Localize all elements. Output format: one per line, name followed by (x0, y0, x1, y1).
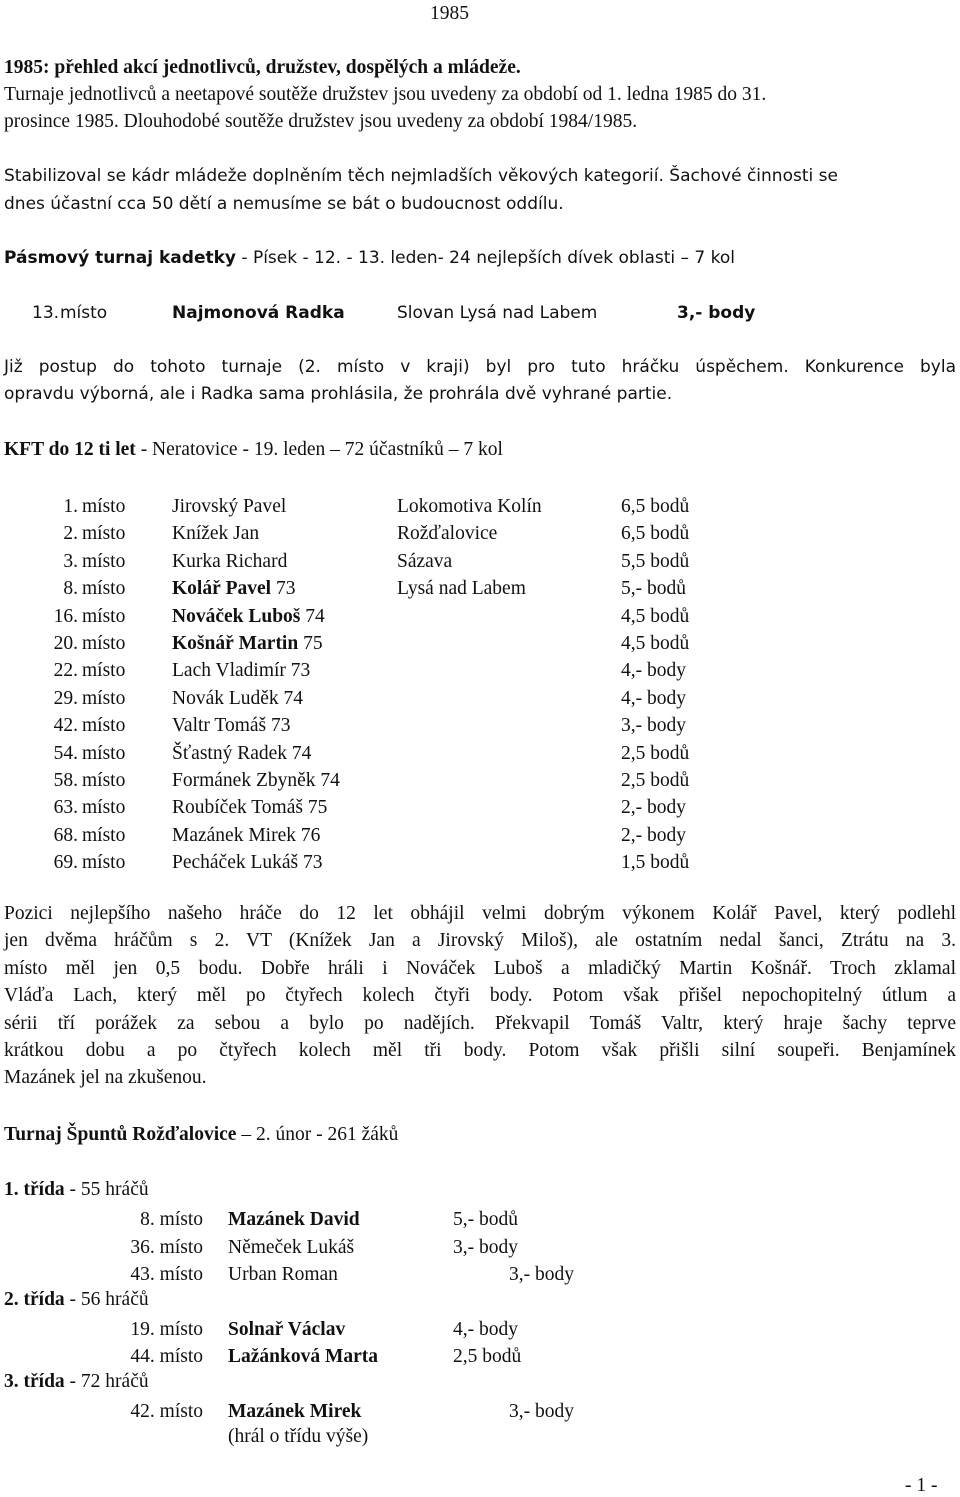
player-name-cell (172, 657, 310, 684)
player-name-cell (172, 548, 287, 575)
table-row (0, 767, 960, 794)
player-points: 4,- body (453, 1319, 518, 1340)
section-title-kadetky: Pásmový turnaj kadetky - Písek - 12. - 13. leden- 24 nejlepších dívek oblasti – 7 kol (4, 248, 736, 268)
place-number: 3. (63, 550, 78, 572)
class-player-count: - 72 hráčů (64, 1370, 149, 1392)
table-row (0, 630, 960, 657)
kft-comment-line: krátkou dobu a po čtyřech kolech měl tři body. Potom však přišli silní soupeři. Benjamínek (4, 1040, 956, 1061)
player-name: Solnař Václav (228, 1319, 346, 1340)
place-number: 29. (53, 687, 78, 709)
list-item (0, 1316, 960, 1343)
place-number: 16. (53, 605, 78, 627)
player-points: 3,- body (509, 1264, 574, 1286)
player-points: 6,5 bodů (621, 496, 690, 517)
table-row (0, 548, 960, 575)
place-number: 69. (53, 852, 78, 874)
kft-comment-line: jen dvěma hráčům s 2. VT (Knížek Jan a Jirovský Miloš), ale ostatním nedal šanci, Ztrátu na 3. (4, 930, 956, 952)
player-name-cell (172, 520, 259, 547)
intro-line: Turnaje jednotlivců a neetapové soutěže družstev jsou uvedeny za období od 1. ledna 1985 do 31. (4, 84, 767, 105)
player-name: Mazánek David (228, 1209, 360, 1231)
intro-paragraph-line: Stabilizoval se kádr mládeže doplněním těch nejmladších věkových kategorií. Šachové činnosti se (4, 166, 838, 186)
list-item (0, 1261, 960, 1288)
player-birth-year: 75 (298, 633, 323, 654)
player-points: 4,5 bodů (621, 633, 690, 654)
player-name: Valtr Tomáš 73 (172, 715, 291, 737)
list-item (0, 1343, 960, 1370)
player-name: Roubíček Tomáš 75 (172, 797, 328, 819)
page-year: 1985 (430, 3, 469, 24)
place-word: místo (82, 660, 126, 682)
player-name: Košnář Martin (172, 633, 299, 654)
place: 19. místo (130, 1319, 203, 1340)
list-item (0, 1234, 960, 1261)
player-name: Němeček Lukáš (228, 1236, 355, 1258)
player-name: Kolář Pavel (172, 578, 272, 600)
place-number: 42. (53, 715, 78, 737)
place: 44. místo (130, 1346, 203, 1368)
player-name: Urban Roman (228, 1264, 338, 1286)
place: 36. místo (130, 1236, 203, 1258)
kft-comment-line: Vláďa Lach, který měl po čtyřech kolech čtyři body. Potom však přišel nepochopitelný útlum a (4, 985, 956, 1007)
table-row (0, 603, 960, 630)
player-name-cell (172, 630, 323, 657)
player-birth-year: 73 (271, 578, 296, 600)
place-word: místo (82, 523, 126, 545)
place-word: místo (82, 824, 126, 846)
player-name: Lach Vladimír 73 (172, 660, 311, 682)
player-points: 6,5 bodů (621, 523, 690, 545)
place-number: 1. (63, 496, 78, 517)
player-club: Slovan Lysá nad Labem (397, 303, 598, 323)
class-label: 2. třída (4, 1288, 65, 1310)
place-number: 20. (53, 633, 78, 654)
player-name: Mazánek Mirek (228, 1401, 362, 1423)
class-heading (4, 1371, 149, 1393)
player-name: Mazánek Mirek 76 (172, 824, 321, 846)
note: (hrál o třídu výše) (228, 1425, 369, 1447)
player-name: Nováček Luboš (172, 605, 301, 627)
table-row (0, 657, 960, 684)
player-points: 2,5 bodů (621, 742, 690, 764)
class-player-count: - 55 hráčů (64, 1179, 149, 1200)
class-label: 3. třída (4, 1370, 65, 1392)
player-club: Lysá nad Labem (397, 578, 526, 600)
player-points: 4,5 bodů (621, 605, 690, 627)
player-club: Sázava (397, 550, 453, 572)
place-word: místo (82, 550, 126, 572)
player-points: 3,- body (677, 303, 756, 323)
player-birth-year: 74 (300, 605, 325, 627)
place-number: 58. (53, 770, 78, 791)
place-number: 13. (32, 303, 60, 323)
table-row (0, 822, 960, 849)
player-name-cell (172, 712, 291, 739)
table-row (0, 493, 960, 520)
player-points: 3,- body (621, 715, 686, 737)
class-heading (4, 1179, 149, 1201)
kadetky-comment-line: Již postup do tohoto turnaje (2. místo v kraji) byl pro tuto hráčku úspěchem. Konkurence byla (4, 357, 956, 377)
place-number: 63. (53, 797, 78, 819)
player-name: Šťastný Radek 74 (172, 742, 312, 764)
class-label: 1. třída (4, 1179, 65, 1200)
player-points: 4,- body (621, 687, 686, 709)
place-word: místo (82, 770, 126, 791)
list-item (0, 1398, 960, 1425)
player-points: 5,- bodů (621, 578, 686, 600)
place-word: místo (82, 687, 126, 709)
kft-comment-line: Mazánek jel na zkušenou. (4, 1067, 207, 1089)
table-row (0, 520, 960, 547)
class-heading (4, 1289, 149, 1311)
kft-comment-line: sérii tří porážek za sebou a bylo po nadějích. Překvapil Tomáš Valtr, který hraje šachy teprve (4, 1012, 956, 1034)
kadetky-result-row (0, 300, 960, 327)
place-word: místo (82, 578, 126, 600)
player-name: Najmonová Radka (172, 303, 345, 323)
kft-comment-line: Pozici nejlepšího našeho hráče do 12 let obhájil velmi dobrým výkonem Kolář Pavel, který podlehl (4, 903, 956, 924)
place-number: 2. (63, 523, 78, 545)
player-club: Rožďalovice (397, 523, 498, 545)
table-row (0, 849, 960, 876)
kadetky-comment-line: opravdu výborná, ale i Radka sama prohlásila, že prohrála dvě vyhrané partie. (4, 384, 673, 404)
player-name: Knížek Jan (172, 523, 260, 545)
player-name: Novák Luděk 74 (172, 687, 304, 709)
place: 42. místo (130, 1401, 203, 1423)
section-title-spunti: Turnaj Špuntů Rožďalovice – 2. únor - 261 žáků (4, 1124, 399, 1145)
player-name: Pecháček Lukáš 73 (172, 852, 323, 874)
player-points: 2,- body (621, 797, 686, 819)
player-points: 3,- body (509, 1401, 574, 1423)
player-points: 2,5 bodů (621, 770, 690, 791)
place: 8. místo (140, 1209, 203, 1231)
place-number: 68. (53, 824, 78, 846)
place-word: místo (82, 715, 126, 737)
place-word: místo (82, 633, 126, 654)
player-points: 2,5 bodů (453, 1346, 522, 1368)
player-name-cell (172, 822, 320, 849)
player-name-cell (172, 603, 325, 630)
place-number: 22. (53, 660, 78, 682)
player-name: Kurka Richard (172, 550, 288, 572)
place-number: 8. (63, 578, 78, 600)
place-word: místo (82, 496, 126, 517)
table-row (0, 575, 960, 602)
player-name: Formánek Zbyněk 74 (172, 770, 340, 791)
page-number: - 1 - (905, 1475, 938, 1496)
player-name-cell (172, 740, 311, 767)
player-name-cell (172, 767, 340, 794)
place-word: místo (82, 605, 126, 627)
place-word: místo (60, 303, 108, 323)
document-heading: 1985: přehled akcí jednotlivců, družstev, dospělých a mládeže. (4, 57, 521, 78)
player-points: 3,- body (453, 1236, 518, 1258)
place-word: místo (82, 852, 126, 874)
player-name-cell (172, 685, 303, 712)
place: 43. místo (130, 1264, 203, 1286)
player-name: Lažánková Marta (228, 1346, 379, 1368)
intro-line: prosince 1985. Dlouhodobé soutěže družstev jsou uvedeny za období 1984/1985. (4, 111, 638, 132)
kft-comment-line: místo měl jen 0,5 bodu. Dobře hráli i Nováček Luboš a mladičký Martin Košnář. Troch zklamal (4, 957, 956, 979)
class-player-count: - 56 hráčů (64, 1288, 149, 1310)
player-name: Jirovský Pavel (172, 496, 287, 517)
player-name-cell (172, 794, 327, 821)
list-item (0, 1206, 960, 1233)
player-name-cell (172, 575, 295, 602)
place-number: 54. (53, 742, 78, 764)
place-word: místo (82, 742, 126, 764)
player-name-cell (172, 493, 286, 520)
player-points: 5,5 bodů (621, 550, 690, 572)
player-points: 4,- body (621, 660, 686, 682)
table-row (0, 685, 960, 712)
player-points: 5,- bodů (453, 1209, 518, 1231)
section-title-kft: KFT do 12 ti let - Neratovice - 19. leden – 72 účastníků – 7 kol (4, 439, 503, 460)
player-points: 2,- body (621, 824, 686, 846)
place-word: místo (82, 797, 126, 819)
intro-paragraph-line: dnes účastní cca 50 dětí a nemusíme se bát o budoucnost oddílu. (4, 194, 564, 214)
table-row (0, 794, 960, 821)
table-row (0, 740, 960, 767)
player-points: 1,5 bodů (621, 852, 690, 874)
table-row (0, 712, 960, 739)
player-name-cell (172, 849, 323, 876)
player-club: Lokomotiva Kolín (397, 496, 542, 517)
